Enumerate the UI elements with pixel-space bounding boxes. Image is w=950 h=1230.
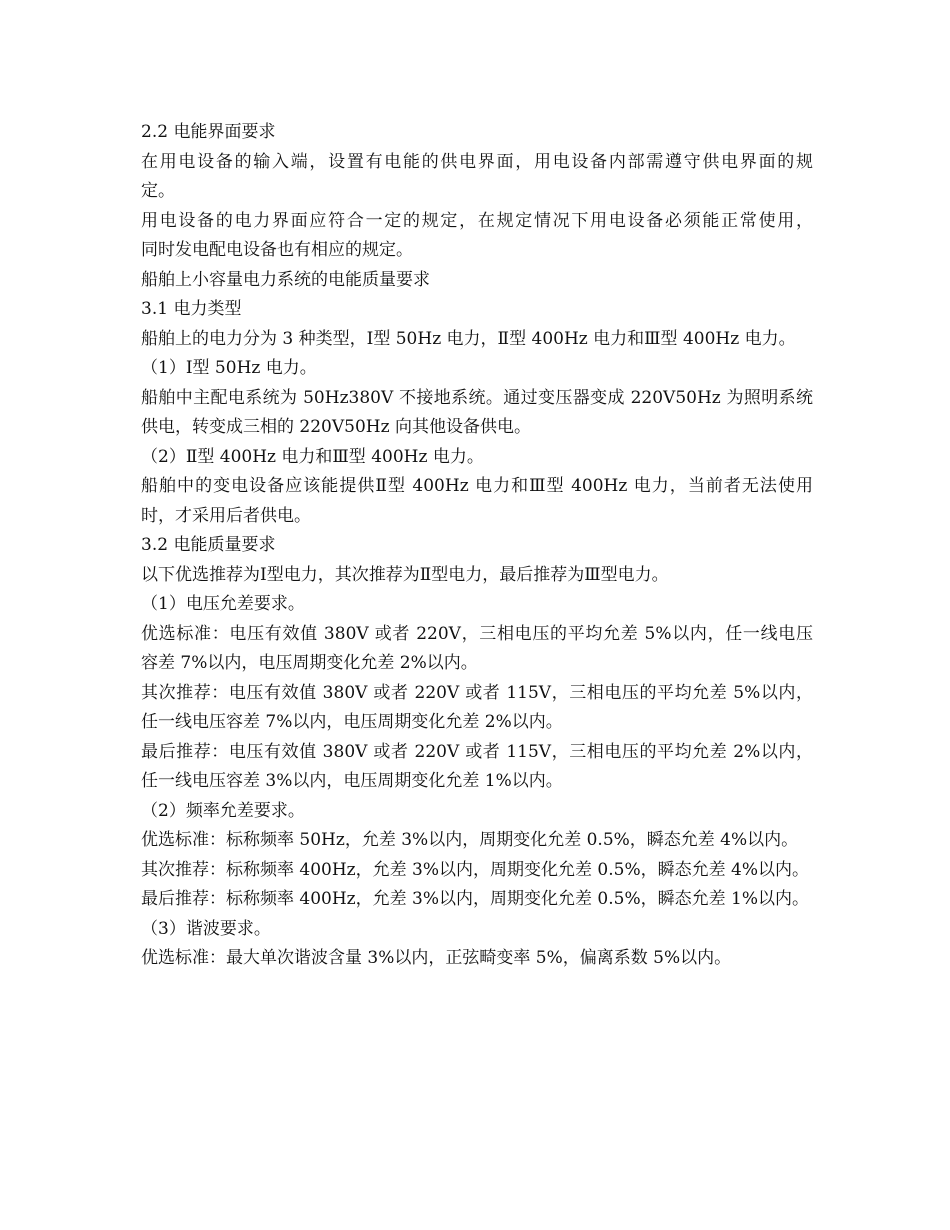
paragraph-line: 用电设备的电力界面应符合一定的规定，在规定情况下用电设备必须能正常使用， — [141, 210, 813, 231]
paragraph-line: 任一线电压容差 7%以内，电压周期变化允差 2%以内。 — [141, 712, 563, 732]
paragraph-line: 以下优选推荐为Ⅰ型电力，其次推荐为Ⅱ型电力，最后推荐为Ⅲ型电力。 — [141, 564, 669, 585]
paragraph-line: 供电，转变成三相的 220V50Hz 向其他设备供电。 — [141, 417, 531, 437]
paragraph-line: 其次推荐：电压有效值 380V 或者 220V 或者 115V，三相电压的平均允差 5%以内， — [141, 682, 813, 703]
paragraph-line: 定。 — [141, 181, 175, 201]
section-heading-3-1: 3.1 电力类型 — [141, 299, 242, 319]
paragraph-line: 容差 7%以内，电压周期变化允差 2%以内。 — [141, 653, 478, 673]
paragraph-line: 最后推荐：电压有效值 380V 或者 220V 或者 115V，三相电压的平均允差 2%以内， — [141, 741, 813, 762]
list-item-heading: （2）Ⅱ型 400Hz 电力和Ⅲ型 400Hz 电力。 — [141, 446, 484, 467]
paragraph-line: 优选标准：电压有效值 380V 或者 220V，三相电压的平均允差 5%以内，任一线电压 — [141, 623, 813, 644]
list-item-heading: （2）频率允差要求。 — [141, 800, 305, 821]
paragraph-line: 船舶中主配电系统为 50Hz380V 不接地系统。通过变压器变成 220V50Hz 为照明系统 — [141, 387, 813, 408]
document-page — [141, 118, 813, 974]
list-item-heading: （1）Ⅰ型 50Hz 电力。 — [141, 358, 317, 378]
paragraph-line: 最后推荐：标称频率 400Hz，允差 3%以内，周期变化允差 0.5%，瞬态允差 1%以内。 — [141, 889, 809, 909]
paragraph-line: 其次推荐：标称频率 400Hz，允差 3%以内，周期变化允差 0.5%，瞬态允差 4%以内。 — [141, 859, 809, 880]
paragraph-line: 在用电设备的输入端，设置有电能的供电界面，用电设备内部需遵守供电界面的规 — [141, 151, 813, 172]
paragraph-line: 优选标准：最大单次谐波含量 3%以内，正弦畸变率 5%，偏离系数 5%以内。 — [141, 948, 732, 968]
paragraph-line: 同时发电配电设备也有相应的规定。 — [141, 240, 413, 260]
paragraph-line: 船舶中的变电设备应该能提供Ⅱ型 400Hz 电力和Ⅲ型 400Hz 电力，当前者无法使用 — [141, 476, 813, 496]
list-item-heading: （1）电压允差要求。 — [141, 594, 305, 614]
section-heading-2-2: 2.2 电能界面要求 — [141, 122, 276, 142]
list-item-heading: （3）谐波要求。 — [141, 918, 271, 939]
section-heading-power-quality: 船舶上小容量电力系统的电能质量要求 — [141, 269, 430, 290]
paragraph-line: 优选标准：标称频率 50Hz，允差 3%以内，周期变化允差 0.5%，瞬态允差 4%以内。 — [141, 830, 799, 850]
paragraph-line: 任一线电压容差 3%以内，电压周期变化允差 1%以内。 — [141, 771, 563, 791]
paragraph-line: 时，才采用后者供电。 — [141, 505, 311, 526]
paragraph-line: 船舶上的电力分为 3 种类型，Ⅰ型 50Hz 电力，Ⅱ型 400Hz 电力和Ⅲ型 400Hz 电力。 — [141, 328, 796, 349]
section-heading-3-2: 3.2 电能质量要求 — [141, 535, 276, 555]
